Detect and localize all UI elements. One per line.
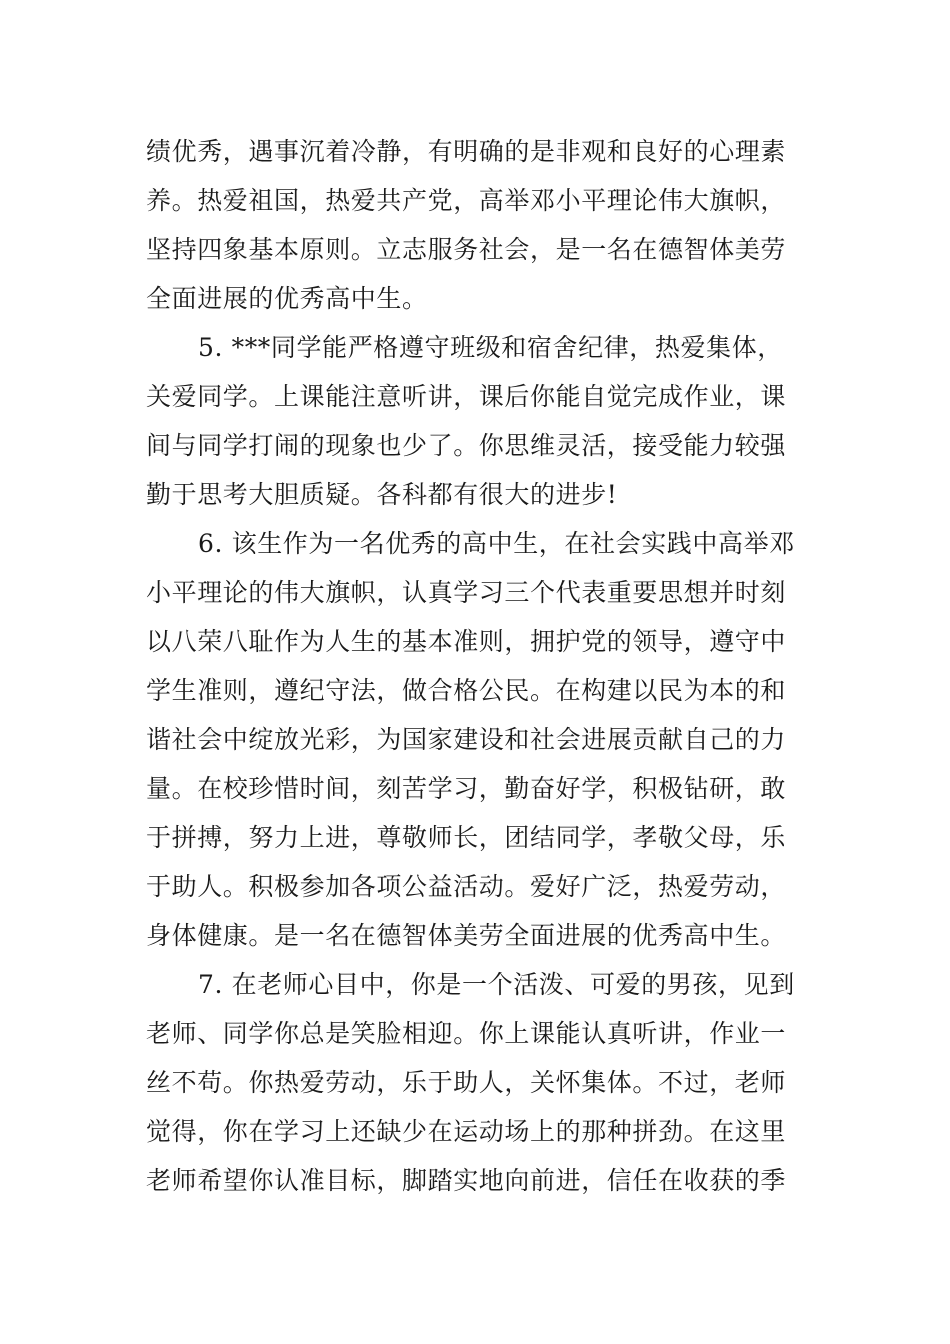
document-body xyxy=(146,127,808,1205)
paragraph-6-start: 6. 该生作为一名优秀的高中生，在社会实践中高举邓 xyxy=(198,529,795,558)
text-line: 于拼搏，努力上进，尊敬师长，团结同学，孝敬父母，乐 xyxy=(146,823,787,852)
text-line: 丝不苟。你热爱劳动，乐于助人，关怀集体。不过，老师 xyxy=(146,1068,787,1097)
text-line: 养。热爱祖国，热爱共产党，高举邓小平理论伟大旗帜， xyxy=(146,186,787,215)
text-line: 间与同学打闹的现象也少了。你思维灵活，接受能力较强 xyxy=(146,431,787,460)
text-line: 以八荣八耻作为人生的基本准则，拥护党的领导，遵守中 xyxy=(146,627,787,656)
text-line: 勤于思考大胆质疑。各科都有很大的进步! xyxy=(146,480,618,509)
text-line: 量。在校珍惜时间，刻苦学习，勤奋好学，积极钻研，敢 xyxy=(146,774,787,803)
text-line: 于助人。积极参加各项公益活动。爱好广泛，热爱劳动， xyxy=(146,872,787,901)
paragraph-5-start: 5. ***同学能严格遵守班级和宿舍纪律，热爱集体， xyxy=(198,333,783,362)
text-line: 身体健康。是一名在德智体美劳全面进展的优秀高中生。 xyxy=(146,921,787,950)
text-line: 全面进展的优秀高中生。 xyxy=(146,284,428,313)
text-line: 觉得，你在学习上还缺少在运动场上的那种拼劲。在这里 xyxy=(146,1117,787,1146)
text-line: 小平理论的伟大旗帜，认真学习三个代表重要思想并时刻 xyxy=(146,578,787,607)
text-line: 老师、同学你总是笑脸相迎。你上课能认真听讲，作业一 xyxy=(146,1019,787,1048)
text-line: 关爱同学。上课能注意听讲，课后你能自觉完成作业，课 xyxy=(146,382,787,411)
text-line: 绩优秀，遇事沉着冷静，有明确的是非观和良好的心理素 xyxy=(146,137,787,166)
text-line: 谐社会中绽放光彩，为国家建设和社会进展贡献自己的力 xyxy=(146,725,787,754)
paragraph-7-start: 7. 在老师心目中，你是一个活泼、可爱的男孩，见到 xyxy=(198,970,795,999)
text-line: 学生准则，遵纪守法，做合格公民。在构建以民为本的和 xyxy=(146,676,787,705)
text-line: 坚持四象基本原则。立志服务社会，是一名在德智体美劳 xyxy=(146,235,787,264)
text-line: 老师希望你认准目标，脚踏实地向前进，信任在收获的季 xyxy=(146,1166,787,1195)
